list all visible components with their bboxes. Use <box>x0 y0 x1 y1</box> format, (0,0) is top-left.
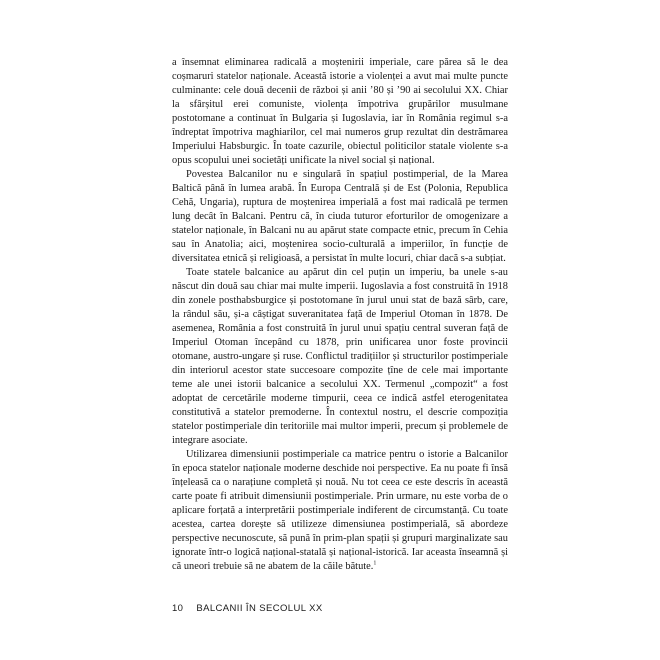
paragraph-2: Povestea Balcanilor nu e singulară în spațiul postimperial, de la Marea Baltică până în lumea arabă. În Europa Centrală și de Est (Polonia, Republica Cehă, Ungaria), ruptura de moștenirea imperială a fost mai radicală pe termen lung decât în Balcani. Pentru că, în ciuda tuturor eforturilor de omogenizare a statelor naționale, în Balcani nu au apărut state compacte etnic, precum în Cehia sau în Anatolia; aici, moștenirea socio-culturală a imperiilor, în funcție de diversitatea etnică și religioasă, a persistat în multe locuri, chiar dacă s-a subțiat. <box>172 169 508 264</box>
paragraph-4-text: Utilizarea dimensiunii postimperiale ca matrice pentru o istorie a Balcanilor în epoca statelor naționale moderne deschide noi perspective. Ea nu poate fi însă înțeleasă ca o narațiune completă și nouă. Nu tot ceea ce este descris în această carte poate fi atribuit dimensiunii postimperiale. Prin urmare, nu este vorba de o aplicare forțată a interpretării postimperiale indiferent de circumstanță. Cu toate acestea, cartea dorește să utilizeze dimensiunea postimperială, să abordeze perspective necunoscute, să pună în prim-plan spații și grupuri marginalizate sau ignorate într-o logică național-statală și național-istorică. Iar aceasta înseamnă și că uneori trebuie să ne abatem de la căile bătute. <box>172 449 508 572</box>
paragraph-4 <box>172 448 508 574</box>
page-number: 10 <box>172 603 184 614</box>
page-footer <box>172 603 508 614</box>
body-text <box>172 56 508 574</box>
paragraph-3: Toate statele balcanice au apărut din cel puțin un imperiu, ba unele s-au născut din două sau chiar mai multe imperii. Iugoslavia a fost construită în 1918 din zonele posthabsburgice și postotomane în jurul unui stat de bază sârb, care, la rândul său, și-a câștigat suveranitatea față de Imperiul Otoman în 1878. De asemenea, România a fost construită în jurul unui spațiu central suveran față de Imperiul Otoman începând cu 1878, prin unificarea unor foste provincii otomane, austro-ungare și ruse. Conflictul tradițiilor și structurilor postimperiale din interiorul acestor state succesoare compozite țîne de cele mai importante teme ale unei istorii balcanice a secolului XX. Termenul „compozit“ a fost adoptat de cercetările moderne timpurii, ceea ce indică astfel eterogenitatea constitutivă a statelor premoderne. În contextul nostru, el descrie compoziția statelor postimperiale din teritoriile mai multor imperii, precum și problemele de integrare asociate. <box>172 267 508 446</box>
paragraph-1: a însemnat eliminarea radicală a moștenirii imperiale, care părea să le dea coșmaruri statelor naționale. Această istorie a violenței a avut mai multe puncte culminante: cele două decenii de război și anii ’80 și ’90 ai secolului XX. Chiar la sfârșitul erei comuniste, violența împotriva grupărilor musulmane postotomane a continuat în Bulgaria și Iugoslavia, iar în România regimul s-a îndreptat împotriva maghiarilor, cel mai numeros grup rezultat din destrămarea Imperiului Habsburgic. În toate cazurile, obiectul politicilor statale violente s-a opus scopului unei societăți unificate la nivel social și național. <box>172 57 508 166</box>
running-title: BALCANII ÎN SECOLUL XX <box>196 603 323 614</box>
footnote-marker[interactable]: 1 <box>373 560 377 567</box>
